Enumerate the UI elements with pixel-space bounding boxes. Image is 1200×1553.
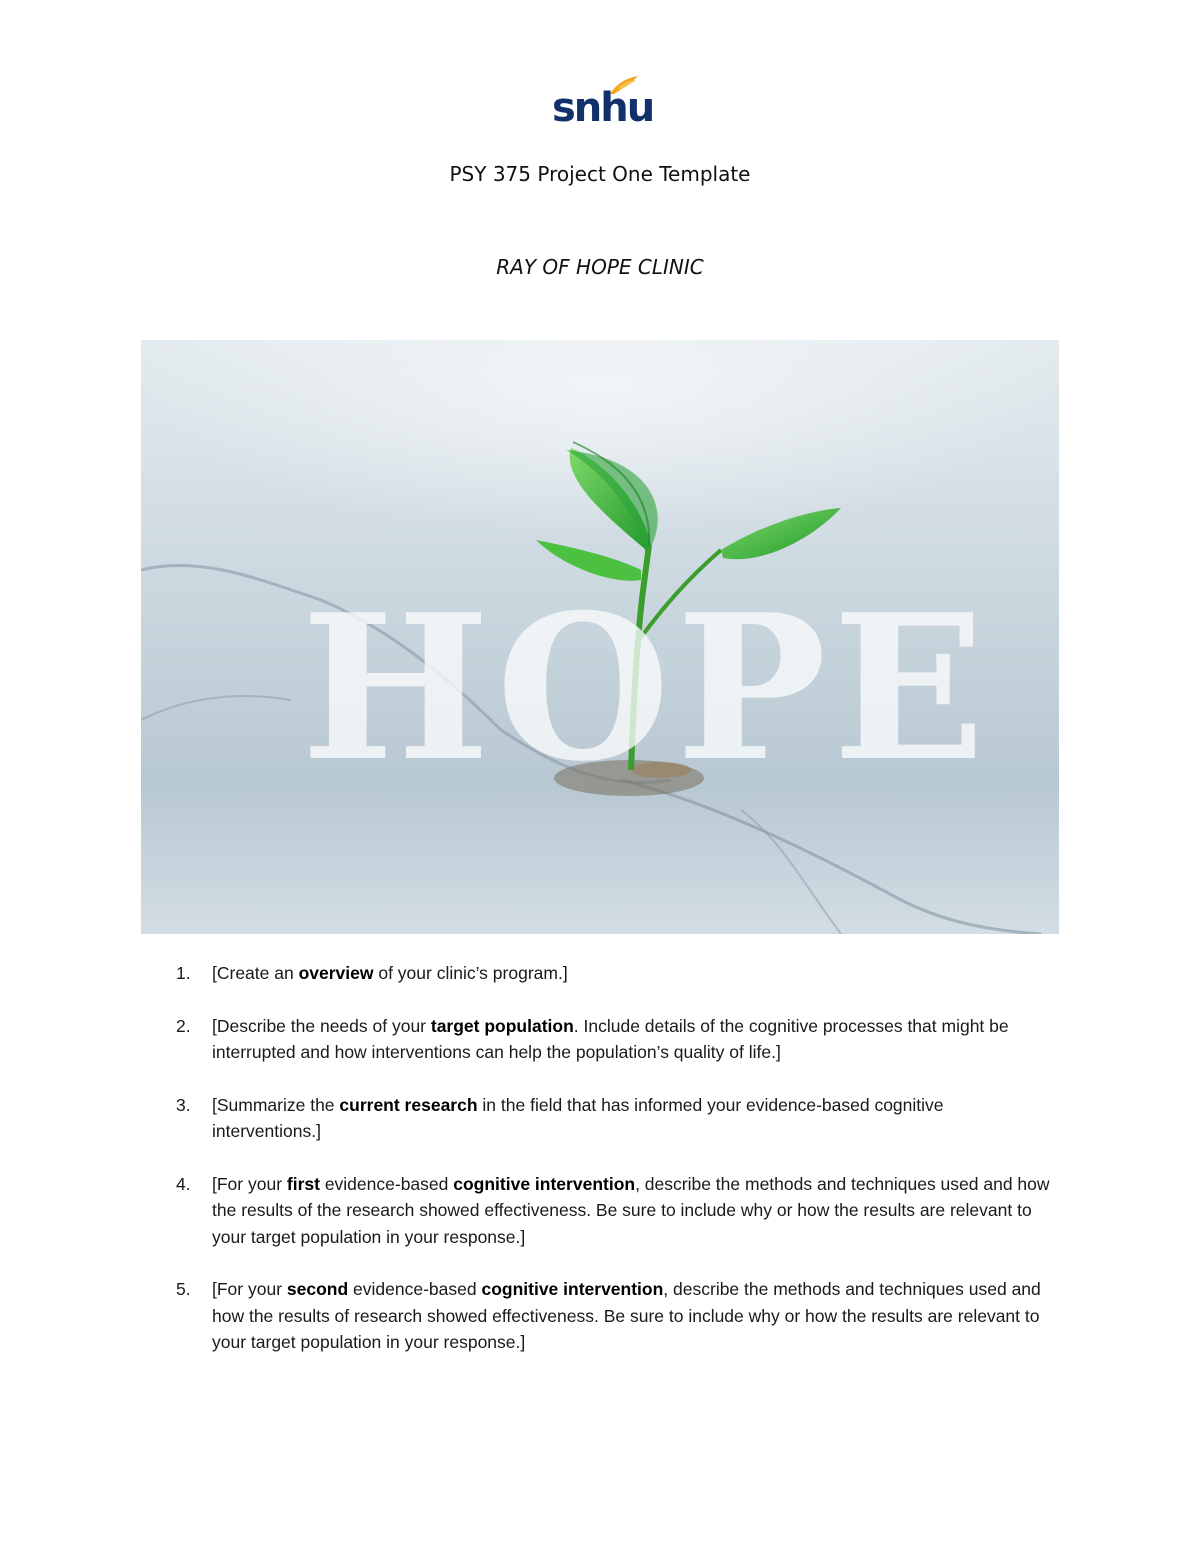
bold-term: current research (339, 1094, 478, 1115)
list-item (0, 1171, 1200, 1251)
text-run: evidence-based (348, 1279, 482, 1299)
seedling-illustration (141, 340, 1059, 934)
text-run: of your clinic’s program.] (373, 963, 568, 983)
text-run: evidence-based (319, 1173, 454, 1194)
list-item (0, 960, 1200, 987)
bold-term: cognitive intervention (453, 1173, 636, 1194)
list-text (212, 1174, 1050, 1247)
list-text (212, 1095, 944, 1142)
list-text (212, 963, 568, 983)
list-item (0, 1013, 1200, 1066)
clinic-name: RAY OF HOPE CLINIC (496, 255, 704, 279)
snhu-logo (552, 74, 654, 134)
list-number: 2. (176, 1015, 191, 1036)
bold-term: first (286, 1173, 320, 1194)
text-run: in the field that has informed your evidence-based cognitive interventions.] (212, 1094, 944, 1141)
text-run: [For your (212, 1279, 287, 1299)
text-run: , describe the methods and techniques used and how the results of research showed effectiveness. Be sure to include why or how the results are relevant to your target population in your response.] (212, 1279, 1041, 1352)
text-run: [Create an (212, 963, 299, 983)
question-list (0, 960, 1200, 1382)
list-number: 3. (176, 1094, 191, 1115)
list-number: 5. (176, 1279, 191, 1299)
text-run: [For your (212, 1173, 287, 1194)
text-run: [Describe the needs of your (212, 1015, 431, 1036)
bold-term: cognitive intervention (481, 1279, 664, 1299)
document-title: PSY 375 Project One Template (449, 162, 751, 186)
hope-word: HOPE (301, 571, 992, 806)
text-run: , describe the methods and techniques used and how the results of the research showed effectiveness. Be sure to include why or how the results are relevant to your target population in your response.] (212, 1173, 1050, 1247)
bold-term: target population (430, 1015, 574, 1036)
logo-text: snhu (552, 85, 654, 131)
text-run: . Include details of the cognitive processes that might be interrupted and how interventions can help the population’s quality of life.] (212, 1015, 1009, 1062)
list-item (0, 1276, 1200, 1356)
text-run: [Summarize the (212, 1094, 340, 1115)
list-item (0, 1092, 1200, 1145)
bold-term: second (286, 1279, 349, 1299)
list-text (212, 1279, 1041, 1352)
bold-term: overview (298, 963, 374, 983)
list-text (212, 1016, 1009, 1063)
hope-hero-image (141, 340, 1059, 934)
list-number: 1. (176, 963, 191, 983)
list-number: 4. (176, 1173, 191, 1194)
